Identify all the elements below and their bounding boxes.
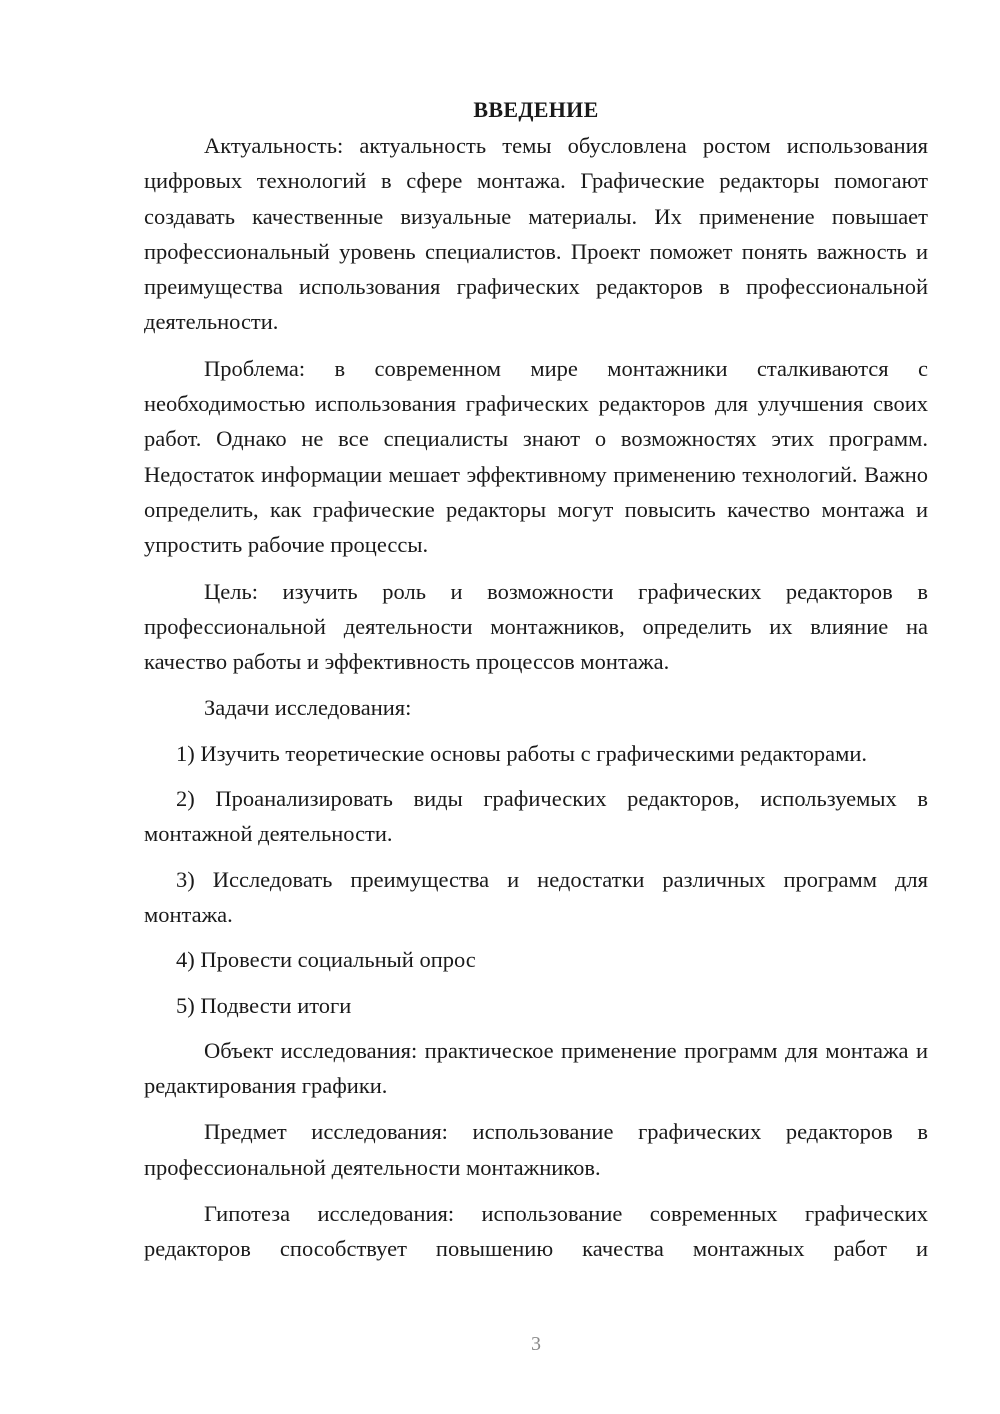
paragraph-problem: Проблема: в современном мире монтажники сталкиваются с необходимостью использования графических редакторов для улучшения своих работ. Однако не все специалисты знают о возможностях этих программ. Недостаток информации мешает эффективному применению технологий. Важно определить, как графические редакторы могут повысить качество монтажа и упростить рабочие процессы. — [144, 355, 928, 558]
task-item-2: 2) Проанализировать виды графических редакторов, используемых в монтажной деятельности. — [144, 786, 928, 847]
task-item-1: 1) Изучить теоретические основы работы с графическими редакторами. — [176, 740, 867, 766]
paragraph-subject: Предмет исследования: использование графических редакторов в профессиональной деятельности монтажников. — [144, 1119, 928, 1180]
document-page — [144, 94, 928, 1267]
tasks-heading: Задачи исследования: — [204, 695, 412, 721]
paragraph-relevance: Актуальность: актуальность темы обусловлена ростом использования цифровых технологий в сфере монтажа. Графические редакторы помогают создавать качественные визуальные материалы. Их применение повышает профессиональный уровень специалистов. Проект поможет понять важность и преимущества использования графических редакторов в профессиональной деятельности. — [144, 133, 928, 335]
paragraph-object: Объект исследования: практическое применение программ для монтажа и редактирования графики. — [144, 1037, 928, 1099]
task-item-3: 3) Исследовать преимущества и недостатки различных программ для монтажа. — [144, 866, 928, 927]
page-number: 3 — [531, 1333, 541, 1355]
task-item-4: 4) Провести социальный опрос — [176, 947, 476, 973]
paragraph-goal: Цель: изучить роль и возможности графических редакторов в профессиональной деятельности монтажников, определить их влияние на качество работы и эффективность процессов монтажа. — [144, 578, 928, 675]
paragraph-hypothesis: Гипотеза исследования: использование современных графических редакторов способствует повышению качества монтажных работ и — [144, 1201, 928, 1262]
task-item-5: 5) Подвести итоги — [176, 992, 352, 1018]
document-title: ВВЕДЕНИЕ — [473, 97, 599, 122]
